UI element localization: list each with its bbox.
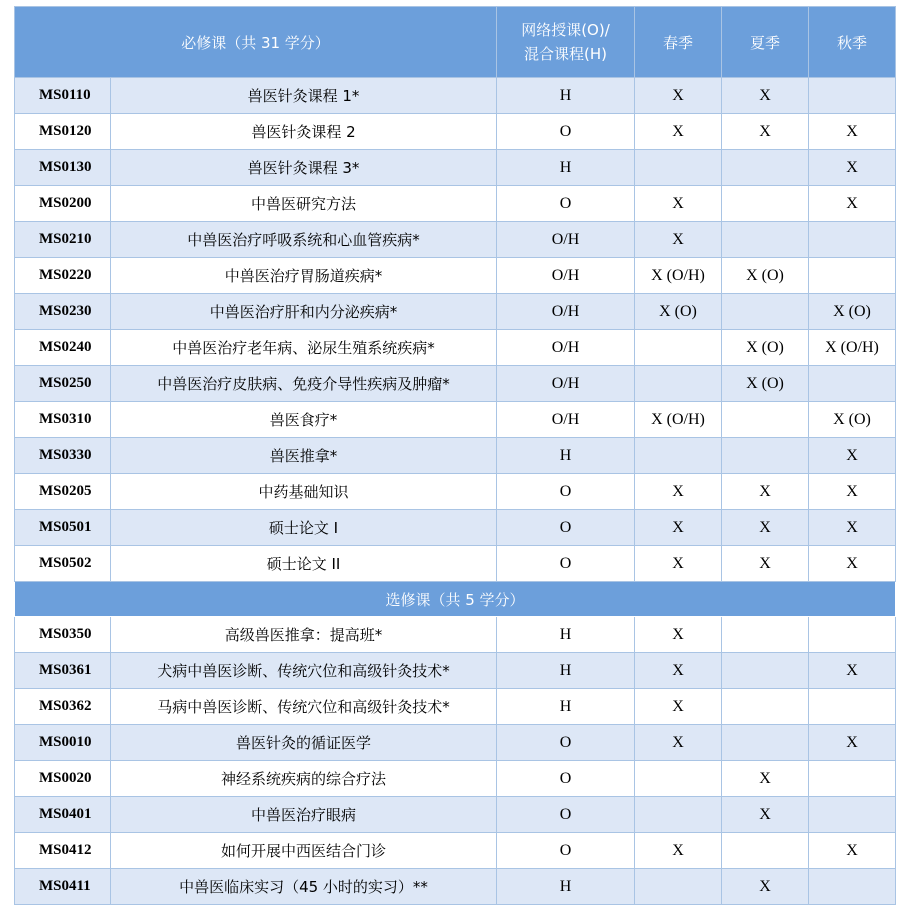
summer-offering: X (722, 546, 809, 582)
table-row (15, 833, 896, 869)
table-header (15, 7, 896, 78)
spring-offering: X (635, 546, 722, 582)
summer-offering (722, 689, 809, 725)
delivery-mode: O/H (497, 222, 635, 258)
delivery-mode: O (497, 186, 635, 222)
spring-offering: X (635, 617, 722, 653)
course-name: 中兽医研究方法 (111, 186, 497, 222)
autumn-heading: 秋季 (809, 7, 896, 78)
course-code: MS0401 (15, 797, 111, 833)
spring-offering (635, 869, 722, 905)
table-row (15, 617, 896, 653)
delivery-mode: H (497, 150, 635, 186)
course-name: 高级兽医推拿：提高班* (111, 617, 497, 653)
course-name: 兽医推拿* (111, 438, 497, 474)
delivery-mode: H (497, 689, 635, 725)
course-name: 硕士论文 II (111, 546, 497, 582)
autumn-offering: X (809, 725, 896, 761)
table-row (15, 150, 896, 186)
summer-offering (722, 438, 809, 474)
course-code: MS0130 (15, 150, 111, 186)
table-row (15, 186, 896, 222)
delivery-mode: H (497, 438, 635, 474)
autumn-offering (809, 617, 896, 653)
course-code: MS0200 (15, 186, 111, 222)
spring-offering: X (635, 222, 722, 258)
course-name: 犬病中兽医诊断、传统穴位和高级针灸技术* (111, 653, 497, 689)
table-row (15, 294, 896, 330)
spring-offering: X (635, 725, 722, 761)
course-name: 马病中兽医诊断、传统穴位和高级针灸技术* (111, 689, 497, 725)
spring-offering (635, 330, 722, 366)
spring-offering: X (635, 78, 722, 114)
course-name: 神经系统疾病的综合疗法 (111, 761, 497, 797)
summer-offering (722, 186, 809, 222)
course-code: MS0250 (15, 366, 111, 402)
delivery-mode: O/H (497, 366, 635, 402)
autumn-offering (809, 761, 896, 797)
spring-heading: 春季 (635, 7, 722, 78)
autumn-offering: X (809, 114, 896, 150)
delivery-mode: O (497, 546, 635, 582)
delivery-mode: O (497, 510, 635, 546)
autumn-offering (809, 222, 896, 258)
spring-offering: X (635, 833, 722, 869)
spring-offering: X (O) (635, 294, 722, 330)
course-code: MS0220 (15, 258, 111, 294)
spring-offering: X (635, 186, 722, 222)
delivery-mode: O/H (497, 402, 635, 438)
autumn-offering: X (O) (809, 402, 896, 438)
autumn-offering: X (809, 653, 896, 689)
summer-offering (722, 150, 809, 186)
course-name: 中兽医临床实习（45 小时的实习）** (111, 869, 497, 905)
summer-offering: X (722, 761, 809, 797)
autumn-offering: X (O/H) (809, 330, 896, 366)
required-courses-body (15, 78, 896, 582)
autumn-offering: X (809, 474, 896, 510)
autumn-offering: X (809, 510, 896, 546)
spring-offering: X (635, 653, 722, 689)
course-code: MS0411 (15, 869, 111, 905)
course-code: MS0330 (15, 438, 111, 474)
spring-offering (635, 797, 722, 833)
spring-offering (635, 761, 722, 797)
table-row (15, 725, 896, 761)
course-name: 兽医针灸课程 1* (111, 78, 497, 114)
course-code: MS0010 (15, 725, 111, 761)
elective-courses-heading: 选修课（共 5 学分） (15, 582, 896, 617)
delivery-mode: H (497, 78, 635, 114)
delivery-mode: O (497, 114, 635, 150)
course-name: 如何开展中西医结合门诊 (111, 833, 497, 869)
autumn-offering (809, 689, 896, 725)
table-row (15, 258, 896, 294)
course-name: 中兽医治疗胃肠道疾病* (111, 258, 497, 294)
elective-section (15, 582, 896, 617)
spring-offering: X (635, 689, 722, 725)
table-row (15, 78, 896, 114)
table-row (15, 222, 896, 258)
table-row (15, 761, 896, 797)
table-row (15, 510, 896, 546)
course-name: 兽医针灸的循证医学 (111, 725, 497, 761)
delivery-heading-line1: 网络授课(O)/ (521, 21, 610, 39)
table-row (15, 330, 896, 366)
autumn-offering: X (809, 150, 896, 186)
delivery-mode: O/H (497, 330, 635, 366)
summer-heading: 夏季 (722, 7, 809, 78)
course-name: 兽医食疗* (111, 402, 497, 438)
delivery-mode: O (497, 797, 635, 833)
summer-offering: X (722, 510, 809, 546)
autumn-offering (809, 366, 896, 402)
summer-offering: X (O) (722, 258, 809, 294)
spring-offering: X (635, 510, 722, 546)
required-courses-heading: 必修课（共 31 学分） (15, 7, 497, 78)
course-code: MS0412 (15, 833, 111, 869)
course-code: MS0110 (15, 78, 111, 114)
autumn-offering: X (809, 833, 896, 869)
course-code: MS0501 (15, 510, 111, 546)
delivery-mode: O/H (497, 258, 635, 294)
table-row (15, 366, 896, 402)
elective-heading-row (15, 582, 896, 617)
summer-offering: X (O) (722, 330, 809, 366)
summer-offering (722, 653, 809, 689)
course-code: MS0362 (15, 689, 111, 725)
summer-offering (722, 402, 809, 438)
delivery-mode-heading (497, 7, 635, 78)
summer-offering (722, 617, 809, 653)
spring-offering: X (635, 114, 722, 150)
course-name: 中药基础知识 (111, 474, 497, 510)
delivery-mode: O (497, 725, 635, 761)
table-row (15, 797, 896, 833)
course-name: 中兽医治疗呼吸系统和心血管疾病* (111, 222, 497, 258)
summer-offering: X (722, 869, 809, 905)
table-row (15, 653, 896, 689)
table-row (15, 546, 896, 582)
course-code: MS0361 (15, 653, 111, 689)
course-code: MS0205 (15, 474, 111, 510)
autumn-offering (809, 258, 896, 294)
spring-offering: X (O/H) (635, 402, 722, 438)
course-code: MS0502 (15, 546, 111, 582)
summer-offering: X (722, 797, 809, 833)
course-name: 中兽医治疗眼病 (111, 797, 497, 833)
delivery-mode: H (497, 617, 635, 653)
course-code: MS0020 (15, 761, 111, 797)
autumn-offering (809, 797, 896, 833)
summer-offering (722, 833, 809, 869)
autumn-offering (809, 78, 896, 114)
summer-offering: X (722, 474, 809, 510)
table-row (15, 474, 896, 510)
course-name: 兽医针灸课程 3* (111, 150, 497, 186)
spring-offering (635, 366, 722, 402)
table-row (15, 689, 896, 725)
course-code: MS0230 (15, 294, 111, 330)
course-table (14, 6, 896, 905)
summer-offering (722, 294, 809, 330)
course-name: 中兽医治疗皮肤病、免疫介导性疾病及肿瘤* (111, 366, 497, 402)
course-name: 硕士论文 I (111, 510, 497, 546)
delivery-mode: O (497, 833, 635, 869)
course-code: MS0240 (15, 330, 111, 366)
autumn-offering: X (809, 546, 896, 582)
spring-offering: X (635, 474, 722, 510)
elective-courses-body (15, 617, 896, 905)
table-row (15, 438, 896, 474)
summer-offering (722, 725, 809, 761)
spring-offering: X (O/H) (635, 258, 722, 294)
course-code: MS0310 (15, 402, 111, 438)
delivery-mode: O/H (497, 294, 635, 330)
autumn-offering: X (O) (809, 294, 896, 330)
delivery-mode: O (497, 474, 635, 510)
course-code: MS0210 (15, 222, 111, 258)
course-name: 兽医针灸课程 2 (111, 114, 497, 150)
summer-offering: X (722, 114, 809, 150)
course-code: MS0350 (15, 617, 111, 653)
spring-offering (635, 150, 722, 186)
delivery-mode: H (497, 653, 635, 689)
summer-offering (722, 222, 809, 258)
course-name: 中兽医治疗老年病、泌尿生殖系统疾病* (111, 330, 497, 366)
summer-offering: X (O) (722, 366, 809, 402)
table-row (15, 402, 896, 438)
course-name: 中兽医治疗肝和内分泌疾病* (111, 294, 497, 330)
delivery-mode: H (497, 869, 635, 905)
summer-offering: X (722, 78, 809, 114)
table-row (15, 114, 896, 150)
delivery-mode: O (497, 761, 635, 797)
spring-offering (635, 438, 722, 474)
delivery-heading-line2: 混合课程(H) (524, 45, 607, 63)
autumn-offering (809, 869, 896, 905)
course-code: MS0120 (15, 114, 111, 150)
autumn-offering: X (809, 186, 896, 222)
autumn-offering: X (809, 438, 896, 474)
table-row (15, 869, 896, 905)
